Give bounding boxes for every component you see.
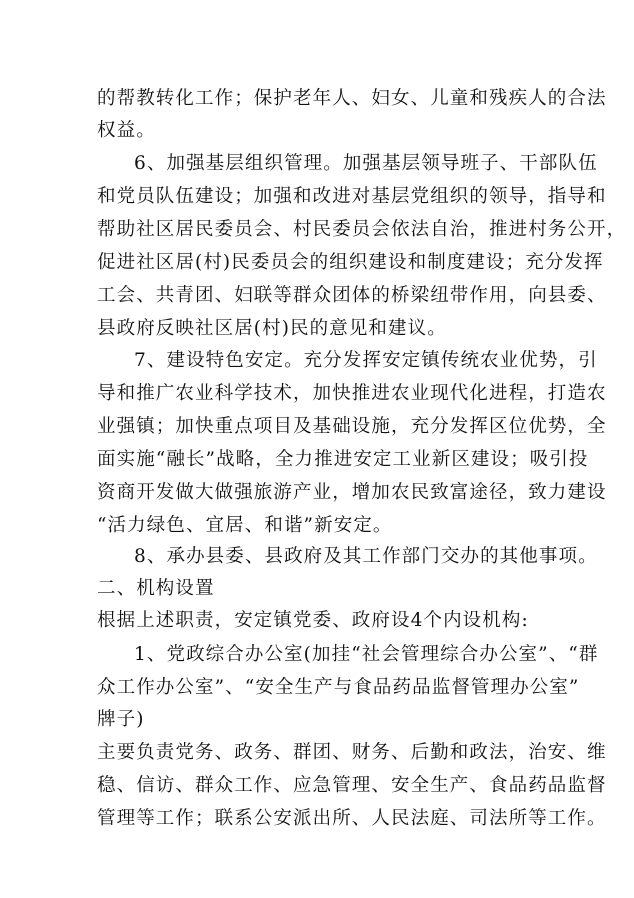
text-line: 县政府反映社区居(村)民的意见和建议。 — [97, 318, 447, 339]
text-line: 稳、信访、群众工作、应急管理、安全生产、食品药品监督 — [97, 775, 607, 796]
text-line: 帮助社区居民委员会、村民委员会依法自治，推进村务公开， — [97, 219, 627, 240]
section-6-heading-line: 6、加强基层组织管理。加强基层领导班子、干部队伍 — [134, 153, 598, 174]
text-line: 权益。 — [97, 120, 156, 141]
text-line: 工会、共青团、妇联等群众团体的桥梁纽带作用，向县委、 — [97, 285, 607, 306]
text-line: 众工作办公室”、“安全生产与食品药品监督管理办公室” — [97, 677, 580, 698]
subsection-1-heading-line: 1、党政综合办公室(加挂“社会管理综合办公室”、“群 — [134, 644, 599, 665]
section-heading-institution: 二、机构设置 — [97, 578, 215, 599]
text-line: 主要负责党务、政务、群团、财务、后勤和政法，治安、维 — [97, 742, 607, 763]
text-line: 根据上述职责，安定镇党委、政府设4个内设机构: — [97, 610, 529, 631]
text-line: 资商开发做大做强旅游产业，增加农民致富途径，致力建设 — [97, 482, 607, 503]
text-line: 面实施“融长”战略，全力推进安定工业新区建设；吸引投 — [97, 449, 589, 470]
text-line: 和党员队伍建设；加强和改进对基层党组织的领导，指导和 — [97, 186, 607, 207]
text-line: 的帮教转化工作；保护老年人、妇女、儿童和残疾人的合法 — [97, 88, 607, 109]
section-7-heading-line: 7、建设特色安定。充分发挥安定镇传统农业优势，引 — [134, 350, 598, 371]
text-line: 导和推广农业科学技术，加快推进农业现代化进程，打造农 — [97, 383, 607, 404]
text-line: 管理等工作；联系公安派出所、人民法庭、司法所等工作。 — [97, 808, 607, 829]
text-line: 业强镇；加快重点项目及基础设施，充分发挥区位优势，全 — [97, 416, 607, 437]
text-line: “活力绿色、宜居、和谐”新安定。 — [97, 515, 393, 536]
text-line: 牌子) — [97, 709, 145, 730]
section-8-line: 8、承办县委、县政府及其工作部门交办的其他事项。 — [134, 546, 598, 567]
text-line: 促进社区居(村)民委员会的组织建设和制度建设；充分发挥 — [97, 252, 604, 273]
